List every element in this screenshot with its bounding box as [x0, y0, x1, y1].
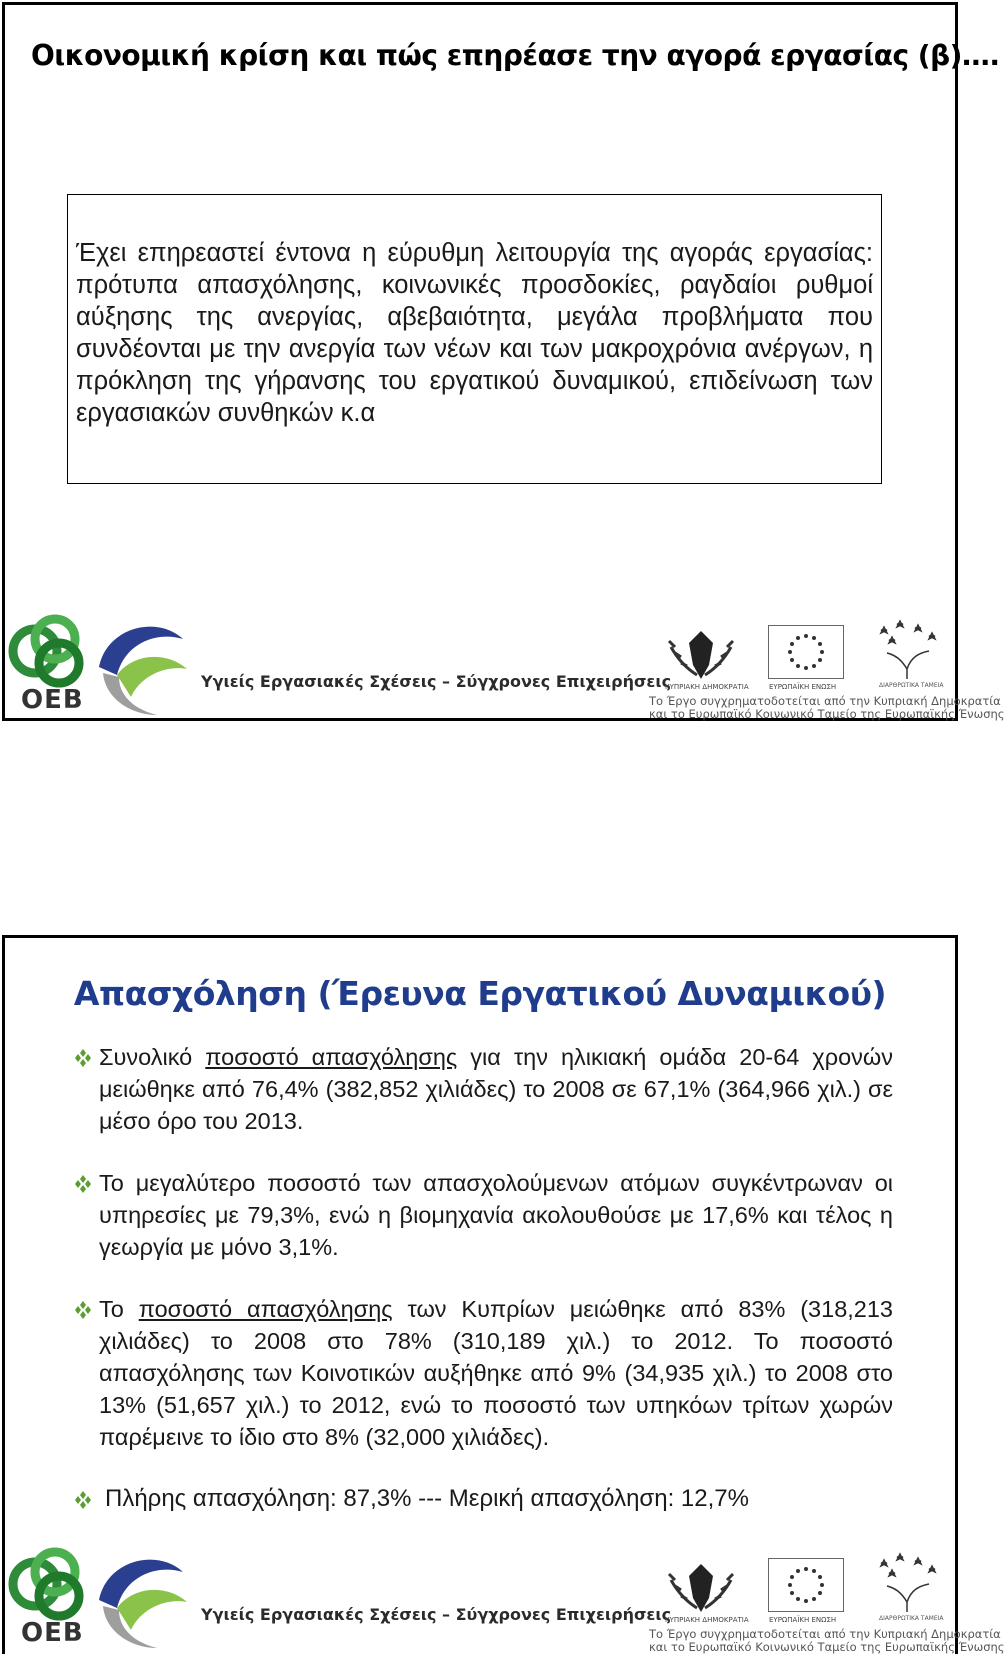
funding-line-2: και το Ευρωπαϊκό Κοινωνικό Ταμείο της Ευρωπαϊκής Ένωσης — [649, 1640, 1005, 1654]
diamond-bullet-icon — [73, 1175, 93, 1193]
cyprus-emblem-icon — [661, 1558, 741, 1618]
bullet-underlined-text: ποσοστό απασχόλησης — [205, 1044, 458, 1070]
bullet-text: Συνολικό — [99, 1044, 206, 1070]
funding-line-2: και το Ευρωπαϊκό Κοινωνικό Ταμείο της Ευρωπαϊκής Ένωσης — [649, 707, 1005, 721]
funding-line-1: Το Έργο συγχρηματοδοτείται από την Κυπριακή Δημοκρατία — [649, 694, 1001, 708]
text-box — [67, 194, 882, 484]
bullet-text: Το μεγαλύτερο ποσοστό των απασχολούμενων ατόμων συγκέντρωναν οι υπηρεσίες με 79,3%, ενώ η βιομηχανία ακολουθούσε με 17,6% και τέλος η γεωργία με μόνο 3,1%. — [99, 1170, 893, 1260]
funding-line-1: Το Έργο συγχρηματοδοτείται από την Κυπριακή Δημοκρατία — [649, 1627, 1001, 1641]
cyprus-emblem-icon — [661, 625, 741, 685]
svg-text:ΔΙΑΡΘΡΩΤΙΚΑ ΤΑΜΕΙΑ: ΔΙΑΡΘΡΩΤΙΚΑ ΤΑΜΕΙΑ — [879, 682, 944, 689]
bullet-text: Το — [99, 1296, 139, 1322]
slide-footer — [5, 605, 1005, 721]
eu-label: ΕΥΡΩΠΑΪΚΗ ΕΝΩΣΗ — [769, 683, 837, 691]
funding-note — [649, 695, 1005, 721]
slide-title: Απασχόληση (Έρευνα Εργατικού Δυναμικού) — [73, 974, 887, 1013]
footer-tagline: Υγιείς Εργασιακές Σχέσεις – Σύγχρονες Επιχειρήσεις — [201, 672, 672, 691]
list-item — [73, 1167, 893, 1263]
cyprus-label: ΚΥΠΡΙΑΚΗ ΔΗΜΟΚΡΑΤΙΑ — [665, 683, 749, 691]
oeb-logo-label: ΟΕΒ — [21, 685, 84, 715]
cyprus-label: ΚΥΠΡΙΑΚΗ ΔΗΜΟΚΡΑΤΙΑ — [665, 1616, 749, 1624]
bullet-text: των Κυπρίων μειώθηκε από 83% (318,213 χιλιάδες) το 2008 στο 78% (310,189 χιλ.) το 2012. Το ποσοστό απασχόλησης των Κοινοτικών αυξήθηκε από 9% (34,935 χιλ.) το 2008 στο 13% (51,657 χιλ.) το 2012, ενώ το ποσοστό των υπηκόων τρίτων χωρών παρέμεινε το ίδιο στο 8% (32,000 χιλιάδες). — [99, 1296, 894, 1450]
slide-title: Οικονομική κρίση και πώς επηρέασε την αγορά εργασίας (β)…. — [31, 39, 1000, 72]
list-item — [73, 1293, 893, 1453]
svg-text:ΔΙΑΡΘΡΩΤΙΚΑ ΤΑΜΕΙΑ: ΔΙΑΡΘΡΩΤΙΚΑ ΤΑΜΕΙΑ — [879, 1615, 944, 1622]
body-text: Έχει επηρεαστεί έντονα η εύρυθμη λειτουργία της αγοράς εργασίας: πρότυπα απασχόλησης, κοινωνικές προσδοκίες, ραγδαίοι ρυθμοί αύξησης της ανεργίας, αβεβαιότητα, μεγάλα προβλήματα που συνδέονται με την ανεργία των νέων και των μακροχρόνια ανέργων, η πρόκληση της γήρανσης του εργατικού δυναμικού, επιδείνωση των εργασιακών συνθηκών κ.α — [76, 239, 873, 427]
slide-2 — [2, 935, 1005, 1654]
oeb-logo-label: ΟΕΒ — [21, 1618, 84, 1648]
list-item — [73, 1483, 893, 1515]
diamond-bullet-icon — [73, 1301, 93, 1319]
slide-footer — [5, 1538, 1005, 1654]
funding-note — [649, 1628, 1005, 1654]
bullet-underlined-text: ποσοστό απασχόλησης — [138, 1296, 393, 1322]
structural-funds-icon — [871, 619, 947, 689]
bullet-text: για την ηλικιακή ομάδα 20-64 χρονών μειώθηκε από 76,4% (382,852 χιλιάδες) το 2008 σε 67,1% (364,966 χιλ.) σε μέσο όρο του 2013. — [99, 1044, 893, 1134]
bullet-text: Πλήρης απασχόληση: 87,3% --- Μερική απασχόληση: 12,7% — [105, 1485, 749, 1512]
diamond-bullet-icon — [73, 1049, 93, 1067]
eu-flag-icon — [768, 625, 844, 679]
list-item — [73, 1041, 893, 1137]
slide-1 — [2, 2, 1005, 721]
structural-funds-icon — [871, 1552, 947, 1622]
bullet-list — [73, 1041, 893, 1545]
eu-flag-icon — [768, 1558, 844, 1612]
diamond-bullet-icon — [73, 1491, 93, 1509]
footer-tagline: Υγιείς Εργασιακές Σχέσεις – Σύγχρονες Επιχειρήσεις — [201, 1605, 672, 1624]
eu-label: ΕΥΡΩΠΑΪΚΗ ΕΝΩΣΗ — [769, 1616, 837, 1624]
